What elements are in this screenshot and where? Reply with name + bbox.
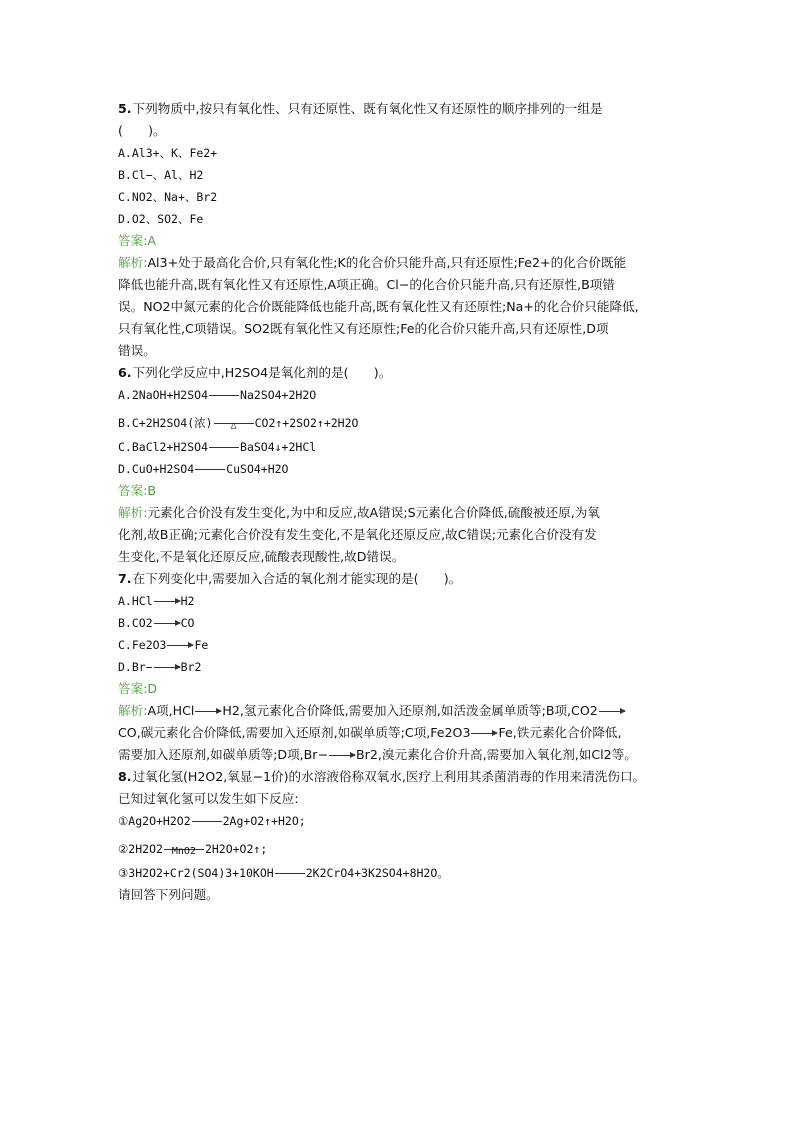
q8-ending: 请回答下列问题。 (118, 887, 219, 902)
equals-sign-catalyst (164, 846, 204, 857)
q6-analysis-line: 生变化,不是氧化还原反应,硫酸表现酸性,故D错误。 (118, 549, 405, 564)
q8-stem: 过氧化氢(H2O2,氧显−1价)的水溶液俗称双氧水,医疗上利用其杀菌消毒的作用来清洗伤口。 (132, 769, 646, 784)
product: H2 (180, 594, 195, 608)
products: 2Ag+O2↑+H2O; (222, 814, 306, 828)
arrow-icon (195, 711, 221, 712)
q5-analysis-line: 误。NO2中氮元素的化合价既能降低也能升高,既有氧化性又有还原性;Na+的化合价只能降低, (118, 299, 639, 314)
analysis-text: Fe,铁元素化合价降低, (498, 725, 622, 740)
analysis-text: 需要加入还原剂,如碳单质等;D项,Br− (118, 747, 329, 762)
q8-stem-line1 (118, 766, 688, 788)
q6-option-a (118, 384, 688, 406)
equals-sign (209, 447, 239, 448)
reactants: B.C+2H2SO4(浓) (118, 416, 213, 430)
q7-stem-text: 在下列变化中,需要加入合适的氧化剂才能实现的是( )。 (132, 571, 462, 586)
q7-analysis-line (118, 722, 688, 744)
arrow-icon (154, 601, 180, 602)
analysis-label: 解析: (118, 255, 148, 270)
analysis-text: A项,HCl (147, 703, 195, 718)
reactants: A.2NaOH+H2SO4 (118, 388, 209, 402)
q5-analysis-line: 降低也能升高,既有氧化性又有还原性,A项正确。Cl−的化合价只能升高,只有还原性,B项错 (118, 277, 615, 292)
reactants: D.CuO+H2SO4 (118, 462, 195, 476)
arrow-icon (329, 755, 355, 756)
analysis-text: CO,碳元素化合价降低,需要加入还原剂,如碳单质等;C项,Fe2O3 (118, 725, 471, 740)
q5-analysis-line (118, 252, 688, 274)
products: 2H2O+O2↑; (204, 842, 268, 856)
product: Fe (194, 638, 209, 652)
reactant: B.CO2 (118, 616, 153, 630)
q6-stem (118, 362, 688, 384)
reactant: D.Br− (118, 660, 153, 674)
equals-sign (195, 469, 225, 470)
q7-option-a (118, 590, 688, 612)
q5-option-c: C.NO2、Na+、Br2 (118, 190, 218, 204)
q7-analysis-line (118, 700, 688, 722)
reactant: C.Fe2O3 (118, 638, 167, 652)
analysis-text: H2,氢元素化合价降低,需要加入还原剂,如活泼金属单质等;B项,CO2 (222, 703, 598, 718)
q5-analysis-line: 错误。 (118, 343, 156, 358)
products: BaSO4↓+2HCl (240, 440, 317, 454)
q7-answer: 答案:D (118, 681, 158, 696)
products: CuSO4+H2O (226, 462, 289, 476)
q7-stem (118, 568, 688, 590)
product: CO (180, 616, 195, 630)
products: CO2↑+2SO2↑+2H2O (254, 416, 359, 430)
equals-sign (192, 821, 222, 822)
q7-option-d (118, 656, 688, 678)
q6-answer: 答案:B (118, 483, 157, 498)
q8-reaction-1 (118, 810, 688, 832)
analysis-text: 元素化合价没有发生变化,为中和反应,故A错误;S元素化合价降低,硫酸被还原,为氧 (147, 505, 600, 520)
q7-option-c (118, 634, 688, 656)
products: 2K2CrO4+3K2SO4+8H2O。 (305, 866, 449, 880)
q5-answer: 答案:A (118, 233, 157, 248)
question-number: 6. (118, 365, 132, 380)
q5-analysis-line: 只有氧化性,C项错误。SO2既有氧化性又有还原性;Fe的化合价只能升高,只有还原性,D项 (118, 321, 609, 336)
product: Br2 (180, 660, 202, 674)
arrow-icon (471, 733, 497, 734)
question-number: 5. (118, 101, 132, 116)
q5-option-b: B.Cl−、Al、H2 (118, 168, 204, 182)
reactants: ③3H2O2+Cr2(SO4)3+10KOH (118, 866, 274, 880)
heat-symbol: △ (230, 420, 237, 431)
arrow-icon (167, 645, 193, 646)
products: Na2SO4+2H2O (240, 388, 317, 402)
q6-option-b (118, 406, 688, 436)
reactants: ②2H2O2 (118, 842, 163, 856)
analysis-text: Br2,溴元素化合价升高,需要加入氧化剂,如Cl2等。 (356, 747, 637, 762)
q6-option-d (118, 458, 688, 480)
q6-analysis-line (118, 502, 688, 524)
reactants: ①Ag2O+H2O2 (118, 814, 191, 828)
q7-option-b (118, 612, 688, 634)
q8-reaction-2 (118, 832, 688, 862)
q6-analysis-line: 化剂,故B正确;元素化合价没有发生变化,不是氧化还原反应,故C错误;元素化合价没有发 (118, 527, 597, 542)
q6-option-c (118, 436, 688, 458)
analysis-text: Al3+处于最高化合价,只有氧化性;K的化合价只能升高,只有还原性;Fe2+的化合价既能 (147, 255, 627, 270)
q8-stem-line2: 已知过氧化氢可以发生如下反应: (118, 791, 299, 806)
worksheet-page (118, 98, 688, 906)
q5-stem-line2: ( )。 (118, 123, 166, 138)
q7-analysis-line (118, 744, 688, 766)
equals-sign-heated (214, 420, 254, 431)
question-number: 8. (118, 769, 132, 784)
arrow-icon (154, 667, 180, 668)
analysis-label: 解析: (118, 703, 148, 718)
reactant: A.HCl (118, 594, 153, 608)
analysis-label: 解析: (118, 505, 148, 520)
q5-stem-line1 (118, 98, 688, 120)
q5-option-d: D.O2、SO2、Fe (118, 212, 204, 226)
equals-sign (275, 873, 305, 874)
question-number: 7. (118, 571, 132, 586)
arrow-icon (154, 623, 180, 624)
q5-option-a: A.Al3+、K、Fe2+ (118, 146, 218, 160)
q6-stem-text: 下列化学反应中,H2SO4是氧化剂的是( )。 (132, 365, 392, 380)
reactants: C.BaCl2+H2SO4 (118, 440, 209, 454)
q5-stem: 下列物质中,按只有氧化性、只有还原性、既有氧化性又有还原性的顺序排列的一组是 (132, 101, 603, 116)
catalyst-label: MnO2 (171, 846, 196, 857)
arrow-icon (599, 711, 625, 712)
equals-sign (209, 395, 239, 396)
